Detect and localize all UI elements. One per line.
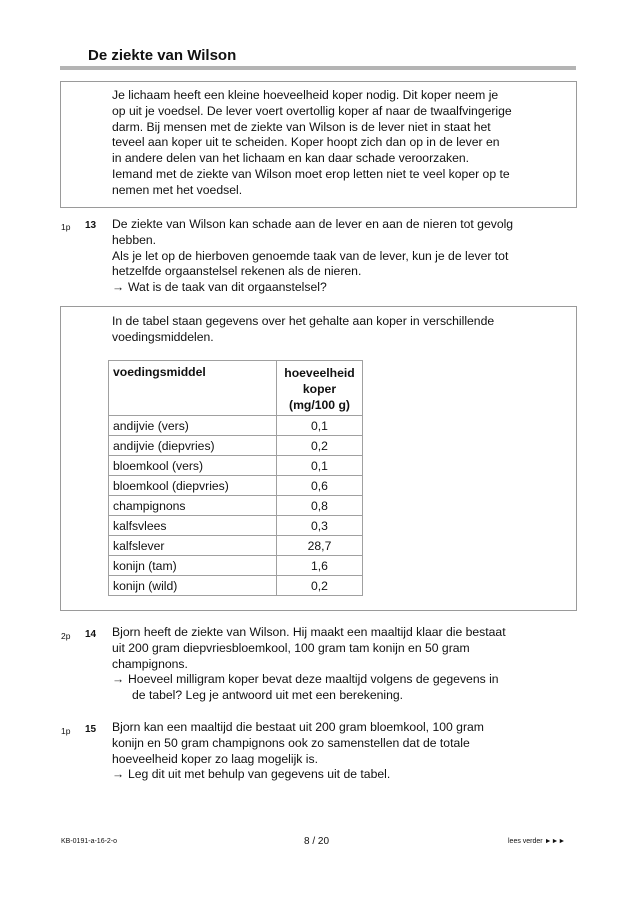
q13-text	[112, 217, 513, 296]
copper-header-line: hoeveelheid	[284, 366, 355, 380]
table-intro-line: voedingsmiddelen.	[112, 329, 214, 344]
q15-number: 15	[85, 724, 97, 735]
food-cell: andijvie (diepvries)	[109, 436, 277, 456]
intro-line: op uit je voedsel. De lever voert overtollig koper af naar de twaalfvingerige	[112, 103, 512, 118]
food-cell: kalfsvlees	[109, 516, 277, 536]
table-row	[109, 416, 363, 436]
copper-cell: 0,8	[277, 496, 363, 516]
page-title: De ziekte van Wilson	[88, 47, 237, 64]
table-row	[109, 496, 363, 516]
q13-line: hebben.	[112, 232, 157, 247]
q14-task	[112, 672, 506, 688]
q14-points: 2p	[61, 631, 71, 641]
copper-cell: 0,2	[277, 576, 363, 596]
footer-code: KB-0191-a-16-2-o	[61, 838, 118, 845]
q14-line: uit 200 gram diepvriesbloemkool, 100 gram tam konijn en 50 gram	[112, 640, 470, 655]
table-row	[109, 576, 363, 596]
copper-cell: 0,1	[277, 456, 363, 476]
copper-cell: 1,6	[277, 556, 363, 576]
copper-cell: 0,2	[277, 436, 363, 456]
table-intro	[112, 314, 494, 346]
q15-task-text: Leg dit uit met behulp van gegevens uit de tabel.	[128, 767, 391, 782]
copper-header-line: koper	[302, 382, 337, 396]
food-cell: bloemkool (vers)	[109, 456, 277, 476]
intro-line: Je lichaam heeft een kleine hoeveelheid koper nodig. Dit koper neem je	[112, 88, 499, 102]
food-cell: kalfslever	[109, 536, 277, 556]
q13-points: 1p	[61, 222, 71, 232]
q13-line: De ziekte van Wilson kan schade aan de lever en aan de nieren tot gevolg	[112, 217, 514, 231]
q15-line: konijn en 50 gram champignons ook zo samenstellen dat de totale	[112, 735, 470, 750]
q13-number: 13	[85, 220, 97, 231]
copper-cell: 0,6	[277, 476, 363, 496]
q15-line: Bjorn kan een maaltijd die bestaat uit 200 gram bloemkool, 100 gram	[112, 720, 484, 734]
intro-line: nemen met het voedsel.	[112, 182, 243, 197]
food-cell: bloemkool (diepvries)	[109, 476, 277, 496]
q13-task-text: Wat is de taak van dit orgaanstelsel?	[128, 280, 327, 295]
food-cell: konijn (tam)	[109, 556, 277, 576]
copper-cell: 0,1	[277, 416, 363, 436]
q13-line: Als je let op de hierboven genoemde taak van de lever, kun je de lever tot	[112, 248, 509, 263]
q15-text	[112, 720, 484, 783]
arrow-icon: →	[112, 672, 125, 687]
food-cell: konijn (wild)	[109, 576, 277, 596]
q14-task-text: Hoeveel milligram koper bevat deze maaltijd volgens de gegevens in	[128, 672, 499, 687]
copper-table	[108, 360, 363, 596]
q13-line: hetzelfde orgaanstelsel rekenen als de nieren.	[112, 264, 362, 279]
column-header-copper	[277, 361, 363, 416]
arrow-icon: →	[112, 767, 125, 782]
q14-task-continued: de tabel? Leg je antwoord uit met een berekening.	[132, 688, 404, 703]
table-row	[109, 556, 363, 576]
table-row	[109, 536, 363, 556]
table-header-row	[109, 361, 363, 416]
arrow-icon: →	[112, 280, 125, 295]
q15-line: hoeveelheid koper zo laag mogelijk is.	[112, 751, 318, 766]
q14-line: Bjorn heeft de ziekte van Wilson. Hij maakt een maaltijd klaar die bestaat	[112, 625, 506, 639]
food-cell: champignons	[109, 496, 277, 516]
intro-line: darm. Bij mensen met de ziekte van Wilson is de lever niet in staat het	[112, 119, 491, 134]
page-number: 8 / 20	[304, 836, 330, 847]
table-row	[109, 436, 363, 456]
table-row	[109, 476, 363, 496]
copper-header-line: (mg/100 g)	[289, 398, 350, 412]
column-header-food: voedingsmiddel	[109, 361, 277, 416]
title-divider	[60, 66, 576, 70]
intro-line: teveel aan koper uit te scheiden. Koper hoopt zich dan op in de lever en	[112, 135, 500, 150]
table-row	[109, 516, 363, 536]
q15-points: 1p	[61, 726, 71, 736]
intro-line: in andere delen van het lichaam en kan daar schade veroorzaken.	[112, 151, 470, 166]
q14-text	[112, 625, 506, 704]
q14-line: champignons.	[112, 656, 188, 671]
copper-cell: 0,3	[277, 516, 363, 536]
food-cell: andijvie (vers)	[109, 416, 277, 436]
q13-task	[112, 280, 513, 296]
q14-number: 14	[85, 629, 97, 640]
q15-task	[112, 767, 484, 783]
copper-cell: 28,7	[277, 536, 363, 556]
intro-text	[112, 88, 512, 199]
next-page-link: lees verder ►►►	[508, 838, 566, 845]
table-intro-line: In de tabel staan gegevens over het gehalte aan koper in verschillende	[112, 314, 495, 328]
intro-line: Iemand met de ziekte van Wilson moet erop letten niet te veel koper op te	[112, 166, 510, 181]
table-row	[109, 456, 363, 476]
